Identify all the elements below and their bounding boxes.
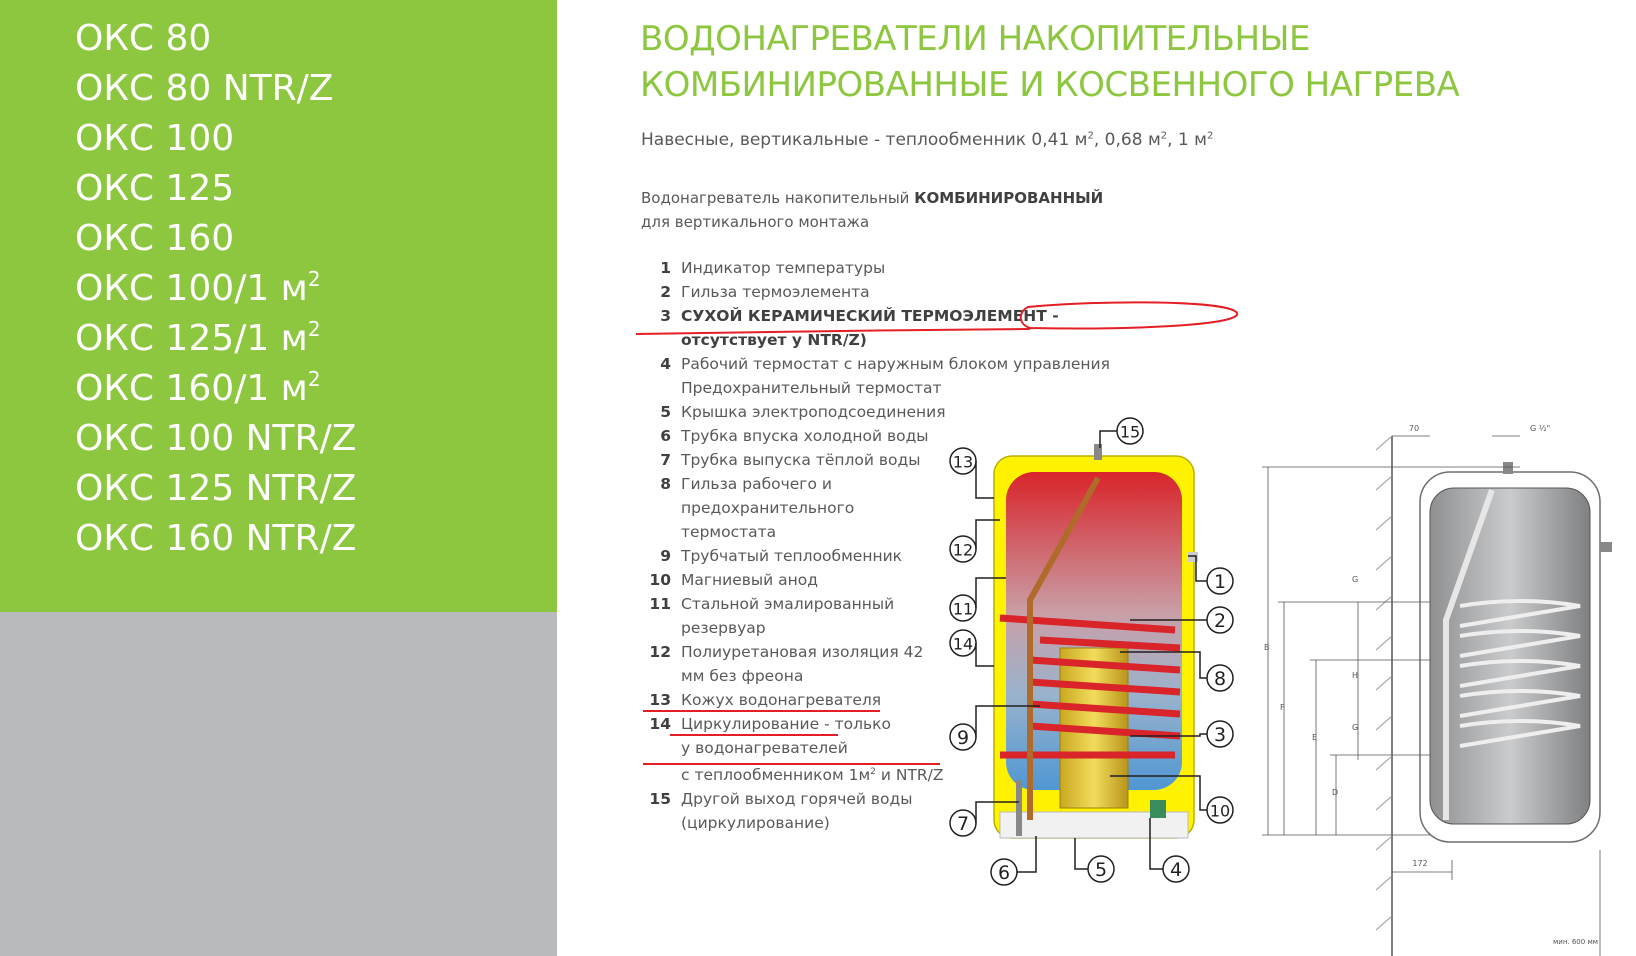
legend-item: 7 Трубка выпуска тёплой воды (660, 451, 921, 469)
dim-min-clearance: мин. 600 мм (1553, 938, 1599, 946)
product-description: Водонагреватель накопительный КОМБИНИРОВАННЫЙ для вертикального монтажа (641, 189, 1104, 231)
callout-15: 15 (1119, 422, 1141, 442)
legend-item: 6 Трубка впуска холодной воды (660, 427, 929, 445)
callout-5: 5 (1094, 859, 1108, 881)
callout-14: 14 (952, 634, 974, 654)
dim-top-offset: 70 (1408, 424, 1420, 433)
model-item: ОКС 125 (75, 168, 235, 209)
dim-pipe-thread: G ½" (1530, 424, 1551, 433)
callout-9: 9 (956, 727, 970, 749)
legend-item: 10 Магниевый анод (649, 571, 818, 589)
model-item: ОКС 160/1 $м^2$ (75, 367, 321, 409)
legend-item: 1 Индикатор температуры (660, 259, 886, 277)
legend-item: 9 Трубчатый теплообменник (660, 547, 903, 565)
callout-10: 10 (1209, 801, 1231, 821)
top-connector (1503, 462, 1513, 474)
model-item: ОКС 125 NTR/Z (75, 468, 357, 509)
callout-4: 4 (1169, 859, 1183, 881)
model-item: ОКС 160 (75, 218, 235, 259)
callout-7: 7 (956, 813, 970, 835)
dim-letter-b: B (1264, 643, 1270, 652)
model-item: ОКС 125/1 $м^2$ (75, 317, 321, 359)
thermostat-block (1150, 800, 1166, 818)
top-outlet (1094, 444, 1102, 460)
model-item: ОКС 100/1 $м^2$ (75, 267, 321, 309)
legend-item: 14 Циркулирование - только у водонагревателей с теплообменником $1м^2$ и NTR/Z (649, 715, 944, 785)
legend-item: 4 Рабочий термостат с наружным блоком управления Предохранительный термостат (660, 355, 1110, 397)
tank-cutaway-diagram (994, 444, 1198, 838)
wall-hatching (1376, 436, 1392, 930)
legend-item: 12 Полиуретановая изоляция 42 мм без фреона (649, 643, 924, 685)
dim-letter-h: H (1352, 671, 1359, 680)
callout-6: 6 (997, 862, 1011, 884)
callout-13: 13 (952, 452, 974, 472)
legend-item: 8 Гильза рабочего и предохранительного термостата (660, 475, 855, 541)
callout-3: 3 (1213, 724, 1227, 746)
tank-inner-outline (1430, 488, 1590, 824)
model-item: ОКС 80 NTR/Z (75, 68, 334, 109)
dim-letter-f: F (1280, 703, 1285, 712)
legend-item: 5 Крышка электроподсоединения (660, 403, 946, 421)
legend-item: 15 Другой выход горячей воды (циркулирование) (649, 790, 913, 833)
legend-item: 2 Гильза термоэлемента (660, 283, 870, 301)
dimension-drawing (1262, 424, 1612, 956)
callout-2: 2 (1213, 610, 1227, 632)
legend-item: 3 СУХОЙ КЕРАМИЧЕСКИЙ ТЕРМОЭЛЕМЕНТ - отсутствует у NTR/Z) (660, 307, 1059, 349)
dim-bottom-offset: 172 (1412, 859, 1428, 868)
dim-letter-e: E (1312, 733, 1318, 742)
dim-letter-d: D (1332, 788, 1339, 797)
title-line-2: КОМБИНИРОВАННЫЕ И КОСВЕННОГО НАГРЕВА (640, 65, 1460, 105)
callout-12: 12 (952, 540, 974, 560)
dim-letter-g-bottom: G (1352, 723, 1359, 732)
model-item: ОКС 100 (75, 118, 235, 159)
model-item: ОКС 100 NTR/Z (75, 418, 357, 459)
subtitle: Навесные, вертикальные - теплообменник 0,41 $м^2$, 0,68 $м^2$, 1 $м^2$ (641, 130, 1214, 150)
model-item: ОКС 80 (75, 18, 212, 59)
legend-item: 13 Кожух водонагревателя (649, 691, 882, 709)
callout-1: 1 (1213, 571, 1227, 593)
cold-inlet-pipe (1016, 780, 1022, 836)
callout-8: 8 (1213, 668, 1227, 690)
callout-11: 11 (952, 599, 974, 619)
title-line-1: ВОДОНАГРЕВАТЕЛИ НАКОПИТЕЛЬНЫЕ (640, 19, 1311, 59)
dim-letter-g-top: G (1352, 575, 1359, 584)
legend-item: 11 Стальной эмалированный резервуар (649, 595, 895, 637)
side-connector (1600, 542, 1612, 552)
model-item: ОКС 160 NTR/Z (75, 518, 357, 559)
